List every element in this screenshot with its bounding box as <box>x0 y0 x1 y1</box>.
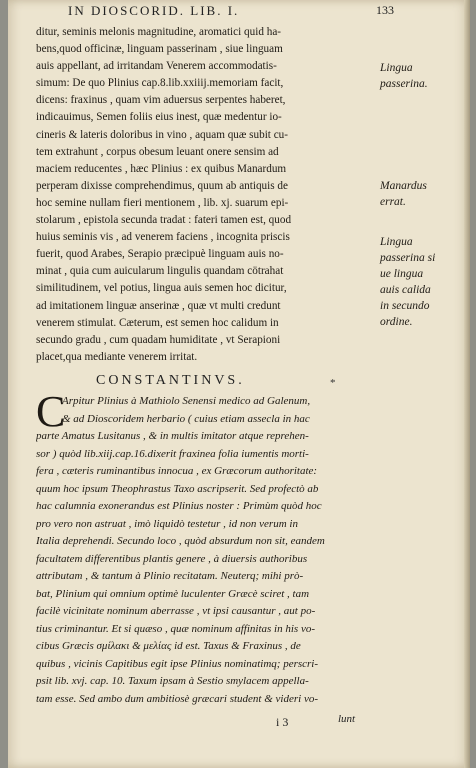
text-line: facultatem differentibus plantis genere , à diuersis authoribus <box>36 552 308 565</box>
main-text-block <box>36 24 376 366</box>
text-line: hac calumnia exonerandus est Plinius noster : Primùm quòd hoc <box>36 500 322 512</box>
signature-mark: i 3 <box>276 715 289 729</box>
commentary-text-block <box>36 387 376 708</box>
section-heading: CONSTANTINVS. <box>96 373 245 388</box>
text-line: & ad Dioscoridem herbario ( cuius etiam assecla in hac <box>62 412 310 425</box>
text-line: attributam , & tantum à Plinio recitatam. Neuterq; mihi prò- <box>36 570 304 582</box>
margin-note-lingua-passerina <box>380 60 466 92</box>
text-line: tem extrahunt , corpus obesum leuant onere sensim ad <box>36 145 279 158</box>
text-line: secundo gradu , cum quadam humiditate , vt Serapioni <box>36 333 281 346</box>
page-number: 133 <box>376 3 394 17</box>
text-line: perperam dixisse comprehendimus, quum ab antiquis de <box>36 179 288 192</box>
margin-note-manardus <box>380 178 466 210</box>
text-line: maciem reducentes , hæc Plinius : ex quibus Manardum <box>36 162 287 175</box>
text-line: ad imitationem linguæ anserinæ , quæ vt multi credunt <box>36 299 281 312</box>
text-line: quum hoc ipsum Theophrastus Taxo ascripserit. Sed profectò ab <box>36 482 319 495</box>
text-line: bens,quod officinæ, linguam passerinam , siue linguam <box>36 43 283 56</box>
text-line: simum: De quo Plinius cap.8.lib.xxiiij.memoriam facit, <box>36 77 284 90</box>
text-line: cibus Græcis σμίλακι & μελίας id est. Taxus & Fraxinus , de <box>36 640 301 652</box>
catchword: lunt <box>338 713 356 725</box>
margin-note-line: Lingua <box>380 62 413 74</box>
margin-note-line: errat. <box>380 196 406 208</box>
text-line: fera , cæteris ruminantibus innocua , ex Græcorum authoritate: <box>36 465 318 477</box>
text-line: Arpitur Plinius à Mathiolo Senensi medico ad Galenum, <box>62 395 311 407</box>
running-title: IN DIOSCORID. LIB. I. <box>68 3 240 18</box>
text-line: bat, Plinium qui omnium optimè luculenter Græcè sciret , tam <box>36 587 310 600</box>
text-line: hoc semine nullam fieri mentionem , lib. xj. suarum epi- <box>36 196 289 209</box>
text-line: fuerit, quod Arabes, Serapio præcipuè linguam auis no- <box>36 248 284 261</box>
text-line: indicauimus, Semen foliis eius inest, quæ medentur io- <box>36 111 282 124</box>
text-line: venerem stimulat. Cæterum, est semen hoc calidum in <box>36 316 279 329</box>
text-line: dicens: fraxinus , quam vim aduersus serpentes haberet, <box>36 94 286 107</box>
text-line: similitudinem, vel potius, lingua auis semen hoc dicitur, <box>36 282 287 295</box>
text-line: auis appellant, ad irritandam Venerem accommodatis- <box>36 60 277 73</box>
text-line: quibus , vicinis Capitibus egit ipse Plinius nominatimq; perscri- <box>36 657 319 670</box>
drop-capital: C <box>36 387 66 436</box>
margin-note-line: auis calida <box>380 284 431 296</box>
margin-note-line: Manardus <box>380 180 427 192</box>
text-line: facilè vicinitate nominum aberrasse , vt ipsi causantur , aut po- <box>36 605 316 617</box>
text-line: parte Amatus Lusitanus , & in multis imitator atque reprehen- <box>36 430 309 442</box>
book-page <box>8 0 470 768</box>
margin-note-line: passerina si <box>380 252 436 264</box>
text-line: cineris & lateris doloribus in vino , aquam quæ subit cu- <box>36 128 288 141</box>
text-line: psit lib. xvj. cap. 10. Taxum ipsam à Sestio smylacem appella- <box>36 675 309 687</box>
asterisk-mark: * <box>330 377 336 389</box>
margin-note-lingua-calida <box>380 234 466 330</box>
text-line: stolarum , epistola secunda tradat : fateri tamen est, quod <box>36 214 292 227</box>
margin-note-line: ordine. <box>380 316 413 328</box>
margin-note-line: passerina. <box>380 78 428 90</box>
text-line: placet,qua mediante venerem irritat. <box>36 350 198 363</box>
margin-note-line: Lingua <box>380 236 413 248</box>
text-line: sor ) quòd lib.xiij.cap.16.dixerit fraxinea folia iumentis morti- <box>36 447 309 460</box>
text-line: tius criminantur. Et si quæso , quæ nominum affinitas in his vo- <box>36 622 315 635</box>
text-line: ditur, seminis melonis magnitudine, aromatici quid ha- <box>36 26 282 38</box>
text-line: tam esse. Sed ambo dum ambitiosè græcari student & videri vo- <box>36 692 318 705</box>
text-line: huius seminis vis , ad venerem faciens , incognita priscis <box>36 231 290 244</box>
text-line: Italia deprehendi. Secundo loco , quòd absurdum non sit, eandem <box>36 535 325 547</box>
margin-note-line: ue lingua <box>380 268 424 280</box>
page-edge-shadow <box>464 0 470 768</box>
margin-note-line: in secundo <box>380 300 430 312</box>
text-line: pro vero non astruat , imò liquidò testetur , id non verum in <box>36 517 298 530</box>
text-line: minat , quia cum auicularum lingulis quandam cötrahat <box>36 265 284 278</box>
